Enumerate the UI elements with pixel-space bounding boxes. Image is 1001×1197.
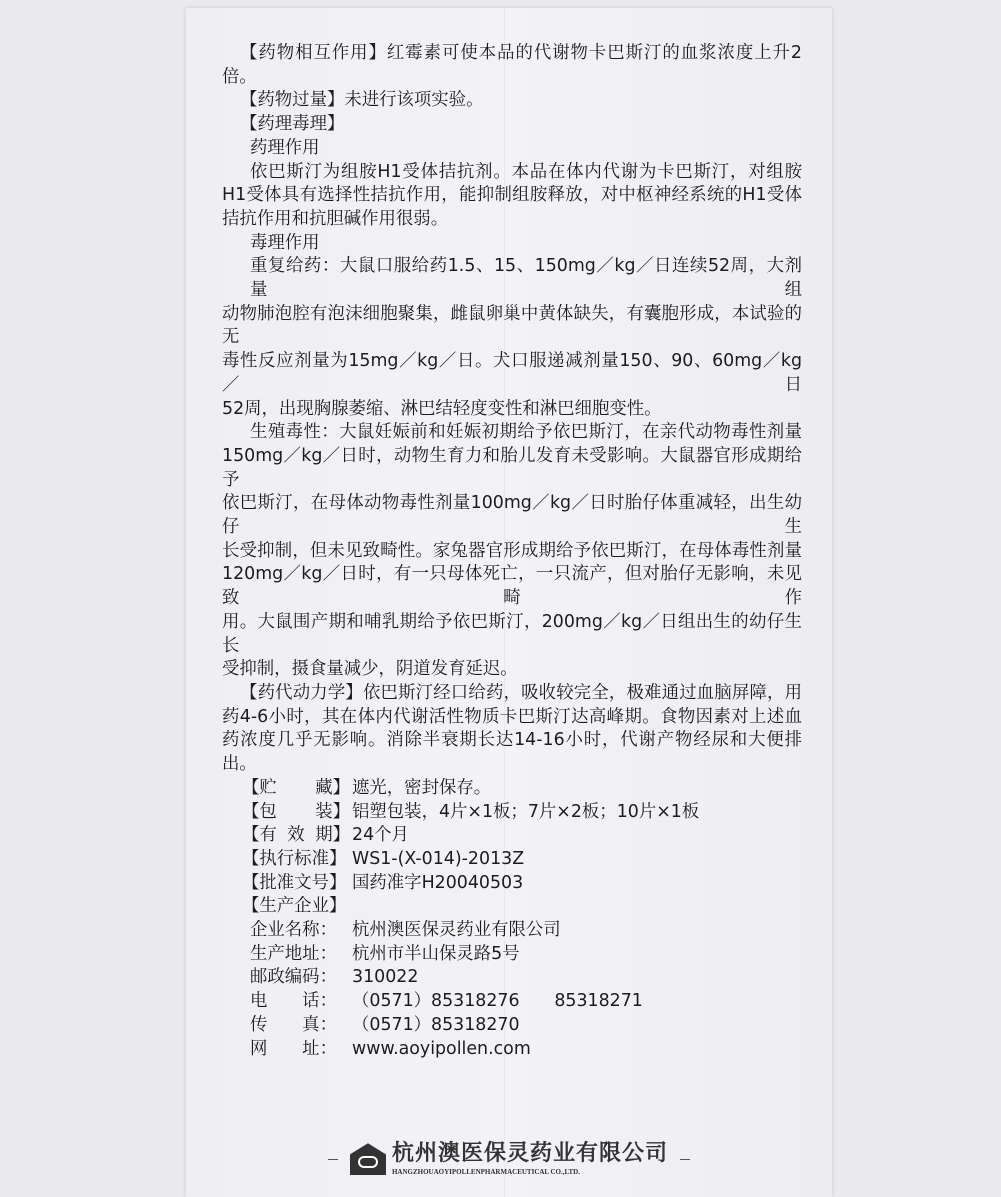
field-label: 【有 xyxy=(242,825,277,846)
field-label: 【生产企业】 xyxy=(242,896,347,917)
field-standard xyxy=(222,848,802,872)
field-value: 遮光，密封保存。 xyxy=(352,777,492,798)
text-line: 药浓度几乎无影响。消除半衰期长达14-16小时，代谢产物经尿和大便排 xyxy=(222,730,802,751)
company-value: （0571）85318270 xyxy=(352,1014,520,1035)
field-approval-number xyxy=(222,872,802,896)
field-label: 效 xyxy=(287,825,305,846)
divider-dash xyxy=(680,1159,690,1160)
text-line: 长受抑制，但未见致畸性。家兔器官形成期给予依巴斯汀，在母体毒性剂量 xyxy=(222,540,802,561)
text-line: 受抑制，摄食量减少，阴道发育延迟。 xyxy=(222,659,518,680)
field-shelf-life xyxy=(222,824,802,848)
leaflet-page xyxy=(186,8,832,1197)
text-line: 依巴斯汀，在母体动物毒性剂量100mg／kg／日时胎仔体重减轻，出生幼仔生 xyxy=(222,493,802,538)
company-label: 传 真： xyxy=(250,1014,337,1035)
company-logo xyxy=(350,1141,668,1177)
company-value: （0571）85318276 85318271 xyxy=(352,991,643,1012)
company-value: 杭州市半山保灵路5号 xyxy=(352,943,520,964)
company-label: 电 话： xyxy=(250,991,337,1012)
company-value: 310022 xyxy=(352,967,419,988)
logo-name-cn: 杭州澳医保灵药业有限公司 xyxy=(391,1141,668,1167)
field-package xyxy=(222,801,802,825)
field-value: 24个月 xyxy=(352,825,409,846)
field-value: 国药准字H20040503 xyxy=(352,872,524,893)
text-line: 52周，出现胸腺萎缩、淋巴结轻度变性和淋巴细胞变性。 xyxy=(222,398,662,419)
company-name-row xyxy=(222,919,802,943)
text-line: 用。大鼠围产期和哺乳期给予依巴斯汀，200mg／kg／日组出生的幼仔生长 xyxy=(222,611,802,656)
text-line: 倍。 xyxy=(222,66,257,87)
divider-dash xyxy=(328,1159,338,1160)
text-line: H1受体具有选择性拮抗作用，能抑制组胺释放，对中枢神经系统的H1受体 xyxy=(222,185,802,206)
field-value xyxy=(352,895,802,919)
field-manufacturer xyxy=(222,895,802,919)
text-line: 【药物过量】未进行该项实验。 xyxy=(240,90,484,111)
field-label: 藏】 xyxy=(315,777,350,798)
footer xyxy=(186,1141,832,1177)
company-postcode-row xyxy=(222,966,802,990)
field-value: 铝塑包装，4片×1板；7片×2板；10片×1板 xyxy=(352,801,700,822)
text-line: 毒性反应剂量为15mg／kg／日。犬口服递减剂量150、90、60mg／kg／日 xyxy=(222,351,802,395)
text-line: 出。 xyxy=(222,754,257,775)
text-line: 动物肺泡腔有泡沫细胞聚集，雌鼠卵巢中黄体缺失，有囊胞形成，本试验的无 xyxy=(222,303,802,348)
text-line: 【药物相互作用】红霉素可使本品的代谢物卡巴斯汀的血浆浓度上升2 xyxy=(240,43,802,63)
field-label: 【贮 xyxy=(242,777,277,798)
text-line: 【药代动力学】依巴斯汀经口给药，吸收较完全，极难通过血脑屏障，用 xyxy=(240,682,802,703)
company-value: 杭州澳医保灵药业有限公司 xyxy=(352,920,561,941)
company-value: www.aoyipollen.com xyxy=(352,1038,531,1059)
company-phone-row xyxy=(222,990,802,1014)
text-line: 【药理毒理】 xyxy=(240,114,345,135)
field-label: 【执行标准】 xyxy=(242,848,347,869)
company-fax-row xyxy=(222,1014,802,1038)
field-label: 期】 xyxy=(315,825,350,846)
company-label: 企业名称： xyxy=(250,920,337,941)
text-line: 120mg／kg／日时，有一只母体死亡，一只流产，但对胎仔无影响，未见致畸作 xyxy=(222,564,802,609)
text-line: 重复给药：大鼠口服给药1.5、15、150mg／kg／日连续52周，大剂量组 xyxy=(250,256,802,301)
field-label: 【批准文号】 xyxy=(242,872,347,893)
logo-name-en: HANGZHOUAOYIPOLLENPHARMACEUTICAL CO.,LTD. xyxy=(391,1168,580,1177)
field-label: 装】 xyxy=(315,801,350,822)
text-line: 150mg／kg／日时，动物生育力和胎儿发育未受影响。大鼠器官形成期给予 xyxy=(222,445,802,490)
field-label: 【包 xyxy=(242,801,277,822)
text-line: 药4-6小时，其在体内代谢活性物质卡巴斯汀达高峰期。食物因素对上述血 xyxy=(222,706,802,727)
text-line: 依巴斯汀为组胺H1受体拮抗剂。本品在体内代谢为卡巴斯汀，对组胺 xyxy=(250,161,802,182)
company-label: 生产地址： xyxy=(250,943,337,964)
field-storage xyxy=(222,777,802,801)
company-label: 网 址： xyxy=(250,1038,337,1059)
company-website-row xyxy=(222,1038,802,1062)
company-label: 邮政编码： xyxy=(250,967,337,988)
text-line: 拮抗作用和抗胆碱作用很弱。 xyxy=(222,208,449,229)
company-address-row xyxy=(222,943,802,967)
text-line: 毒理作用 xyxy=(250,232,320,253)
house-logo-icon xyxy=(350,1143,386,1175)
text-line: 生殖毒性：大鼠妊娠前和妊娠初期给予依巴斯汀，在亲代动物毒性剂量 xyxy=(250,422,802,443)
field-value: WS1-(X-014)-2013Z xyxy=(352,848,525,869)
leaflet-text xyxy=(222,42,802,1061)
text-line: 药理作用 xyxy=(250,137,320,158)
